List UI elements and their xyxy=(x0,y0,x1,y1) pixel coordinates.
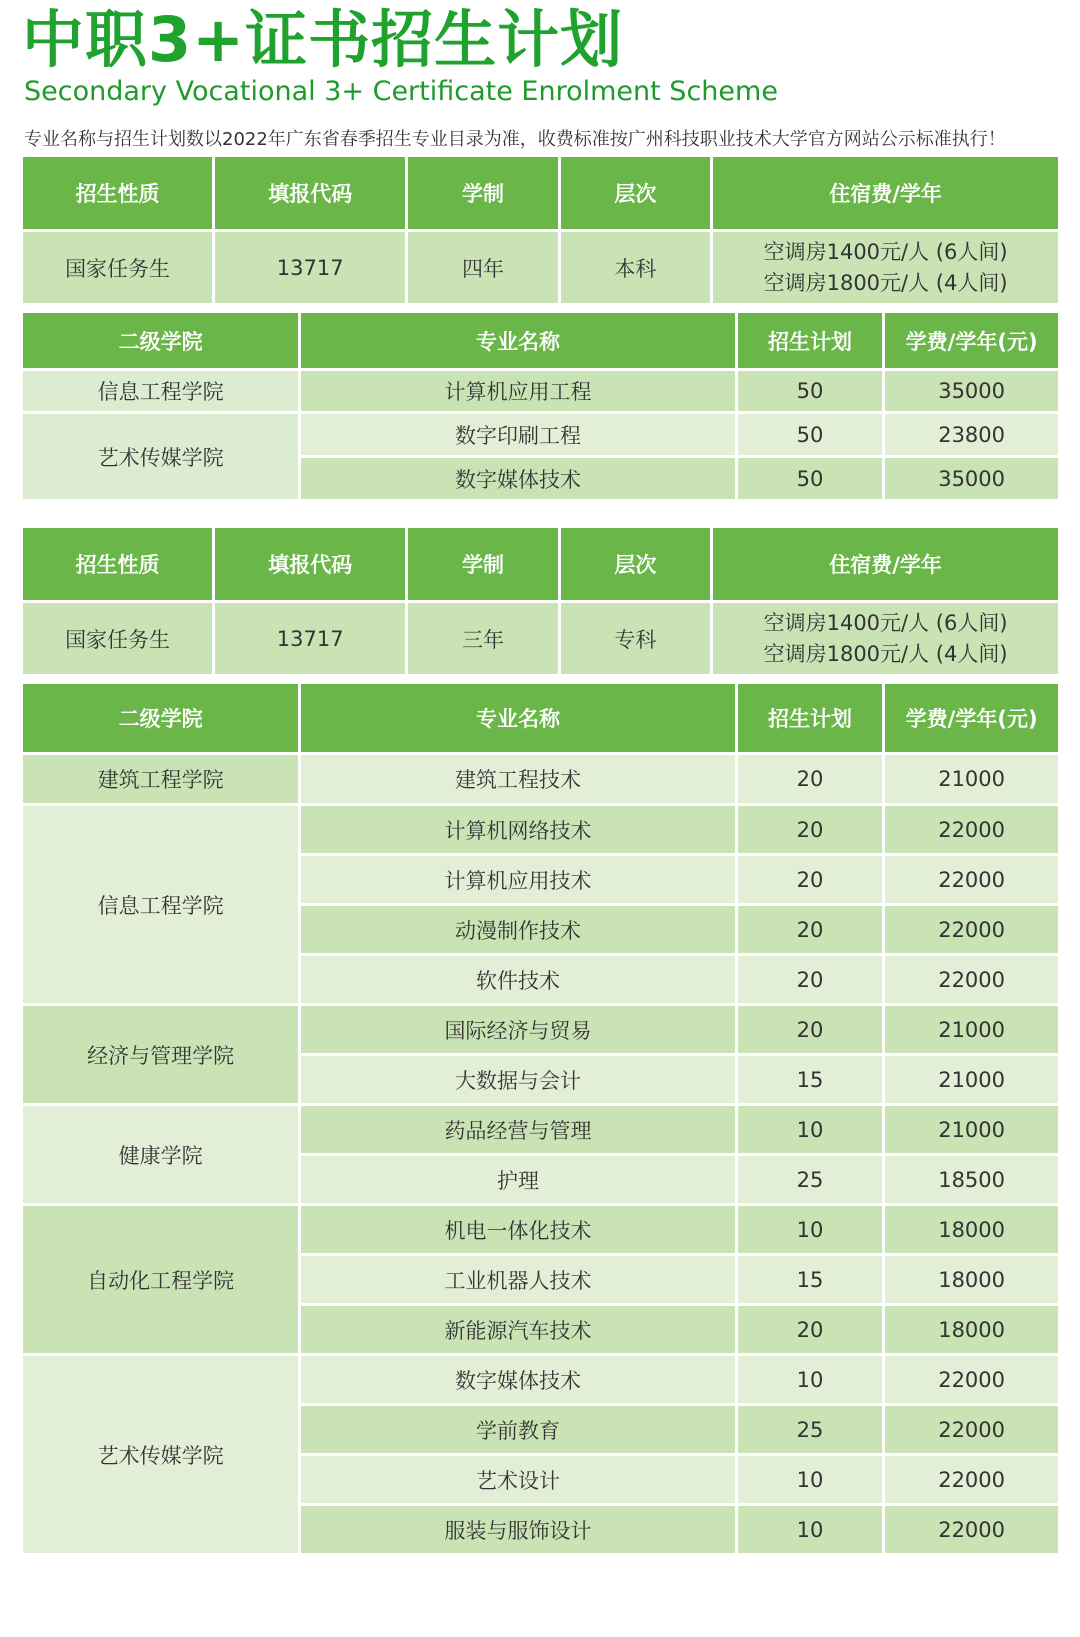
major-name: 国际经济与贸易 xyxy=(301,1006,734,1053)
plan-count: 10 xyxy=(738,1356,882,1403)
dept-name: 健康学院 xyxy=(23,1106,298,1203)
page-title: 中职3+证书招生计划 xyxy=(22,3,624,76)
tuition: 35000 xyxy=(885,458,1058,499)
plan-count: 20 xyxy=(738,1306,882,1353)
header-level: 层次 xyxy=(561,528,710,600)
tuition: 22000 xyxy=(885,1356,1058,1403)
fee-line-1: 空调房1400元/人 (6人间) xyxy=(763,239,1008,264)
info-type: 国家任务生 xyxy=(23,603,212,674)
table-row xyxy=(23,755,1058,803)
plan-count: 10 xyxy=(738,1106,882,1153)
tuition: 23800 xyxy=(885,414,1058,455)
header-duration: 学制 xyxy=(408,157,557,229)
major-name: 药品经营与管理 xyxy=(301,1106,734,1153)
page-subtitle: Secondary Vocational 3+ Certificate Enrolment Scheme xyxy=(24,76,778,107)
major-name: 艺术设计 xyxy=(301,1456,734,1503)
dept-name: 信息工程学院 xyxy=(23,806,298,1003)
tuition: 18000 xyxy=(885,1206,1058,1253)
major-name: 计算机应用技术 xyxy=(301,856,734,903)
plan-count: 25 xyxy=(738,1156,882,1203)
major-name: 计算机网络技术 xyxy=(301,806,734,853)
plan-count: 15 xyxy=(738,1056,882,1103)
major-name: 数字媒体技术 xyxy=(301,1356,734,1403)
major-name: 数字媒体技术 xyxy=(301,458,734,499)
dept-name: 建筑工程学院 xyxy=(23,755,298,803)
tuition: 18000 xyxy=(885,1256,1058,1303)
header-dept: 二级学院 xyxy=(23,313,298,368)
plan-count: 20 xyxy=(738,806,882,853)
major-name: 软件技术 xyxy=(301,956,734,1003)
major-name: 动漫制作技术 xyxy=(301,906,734,953)
header-tuition: 学费/学年(元) xyxy=(885,684,1058,752)
tuition: 21000 xyxy=(885,755,1058,803)
info-type: 国家任务生 xyxy=(23,232,212,303)
tuition: 21000 xyxy=(885,1006,1058,1053)
tuition: 35000 xyxy=(885,371,1058,411)
info-level: 本科 xyxy=(561,232,710,303)
plan-count: 10 xyxy=(738,1206,882,1253)
major-name: 学前教育 xyxy=(301,1406,734,1453)
plan-count: 20 xyxy=(738,956,882,1003)
dept-name: 信息工程学院 xyxy=(23,371,298,411)
majors-table-undergrad xyxy=(20,310,1061,502)
info-table-undergrad xyxy=(20,154,1061,306)
info-code: 13717 xyxy=(215,603,405,674)
major-name: 建筑工程技术 xyxy=(301,755,734,803)
header-fee: 住宿费/学年 xyxy=(713,157,1058,229)
header-dept: 二级学院 xyxy=(23,684,298,752)
info-fee xyxy=(713,232,1058,303)
header-type: 招生性质 xyxy=(23,157,212,229)
plan-count: 10 xyxy=(738,1506,882,1553)
tuition: 22000 xyxy=(885,1456,1058,1503)
major-name: 大数据与会计 xyxy=(301,1056,734,1103)
dept-name: 艺术传媒学院 xyxy=(23,1356,298,1553)
header-plan: 招生计划 xyxy=(738,313,882,368)
info-code: 13717 xyxy=(215,232,405,303)
plan-count: 20 xyxy=(738,755,882,803)
plan-count: 20 xyxy=(738,906,882,953)
major-name: 护理 xyxy=(301,1156,734,1203)
tuition: 22000 xyxy=(885,806,1058,853)
major-name: 计算机应用工程 xyxy=(301,371,734,411)
table-row xyxy=(23,1206,1058,1253)
dept-name: 艺术传媒学院 xyxy=(23,414,298,499)
plan-count: 50 xyxy=(738,371,882,411)
header-duration: 学制 xyxy=(408,528,557,600)
table-row xyxy=(23,414,1058,455)
header-code: 填报代码 xyxy=(215,157,405,229)
plan-count: 10 xyxy=(738,1456,882,1503)
plan-count: 50 xyxy=(738,458,882,499)
info-duration: 四年 xyxy=(408,232,557,303)
info-level: 专科 xyxy=(561,603,710,674)
header-plan: 招生计划 xyxy=(738,684,882,752)
table-row xyxy=(23,1356,1058,1403)
tuition: 21000 xyxy=(885,1106,1058,1153)
major-name: 工业机器人技术 xyxy=(301,1256,734,1303)
table-row xyxy=(23,371,1058,411)
major-name: 服装与服饰设计 xyxy=(301,1506,734,1553)
plan-count: 15 xyxy=(738,1256,882,1303)
tuition: 21000 xyxy=(885,1056,1058,1103)
header-code: 填报代码 xyxy=(215,528,405,600)
tuition: 22000 xyxy=(885,906,1058,953)
header-tuition: 学费/学年(元) xyxy=(885,313,1058,368)
tuition: 22000 xyxy=(885,956,1058,1003)
header-major: 专业名称 xyxy=(301,684,734,752)
major-name: 新能源汽车技术 xyxy=(301,1306,734,1353)
fee-line-1: 空调房1400元/人 (6人间) xyxy=(763,610,1008,635)
plan-count: 20 xyxy=(738,1006,882,1053)
header-fee: 住宿费/学年 xyxy=(713,528,1058,600)
tuition: 22000 xyxy=(885,1506,1058,1553)
table-row xyxy=(23,1006,1058,1053)
plan-count: 50 xyxy=(738,414,882,455)
major-name: 数字印刷工程 xyxy=(301,414,734,455)
fee-line-2: 空调房1800元/人 (4人间) xyxy=(763,641,1008,666)
notice-text: 专业名称与招生计划数以2022年广东省春季招生专业目录为准，收费标准按广州科技职业技术大学官方网站公示标准执行！ xyxy=(24,129,1006,150)
dept-name: 经济与管理学院 xyxy=(23,1006,298,1103)
table-row xyxy=(23,806,1058,853)
dept-name: 自动化工程学院 xyxy=(23,1206,298,1353)
tuition: 22000 xyxy=(885,856,1058,903)
info-fee xyxy=(713,603,1058,674)
info-table-diploma xyxy=(20,525,1061,677)
fee-line-2: 空调房1800元/人 (4人间) xyxy=(763,270,1008,295)
info-duration: 三年 xyxy=(408,603,557,674)
major-name: 机电一体化技术 xyxy=(301,1206,734,1253)
tuition: 18000 xyxy=(885,1306,1058,1353)
plan-count: 20 xyxy=(738,856,882,903)
table-row xyxy=(23,1106,1058,1153)
tuition: 22000 xyxy=(885,1406,1058,1453)
tuition: 18500 xyxy=(885,1156,1058,1203)
header-type: 招生性质 xyxy=(23,528,212,600)
header-major: 专业名称 xyxy=(301,313,734,368)
plan-count: 25 xyxy=(738,1406,882,1453)
majors-table-diploma xyxy=(20,681,1061,1556)
header-level: 层次 xyxy=(561,157,710,229)
